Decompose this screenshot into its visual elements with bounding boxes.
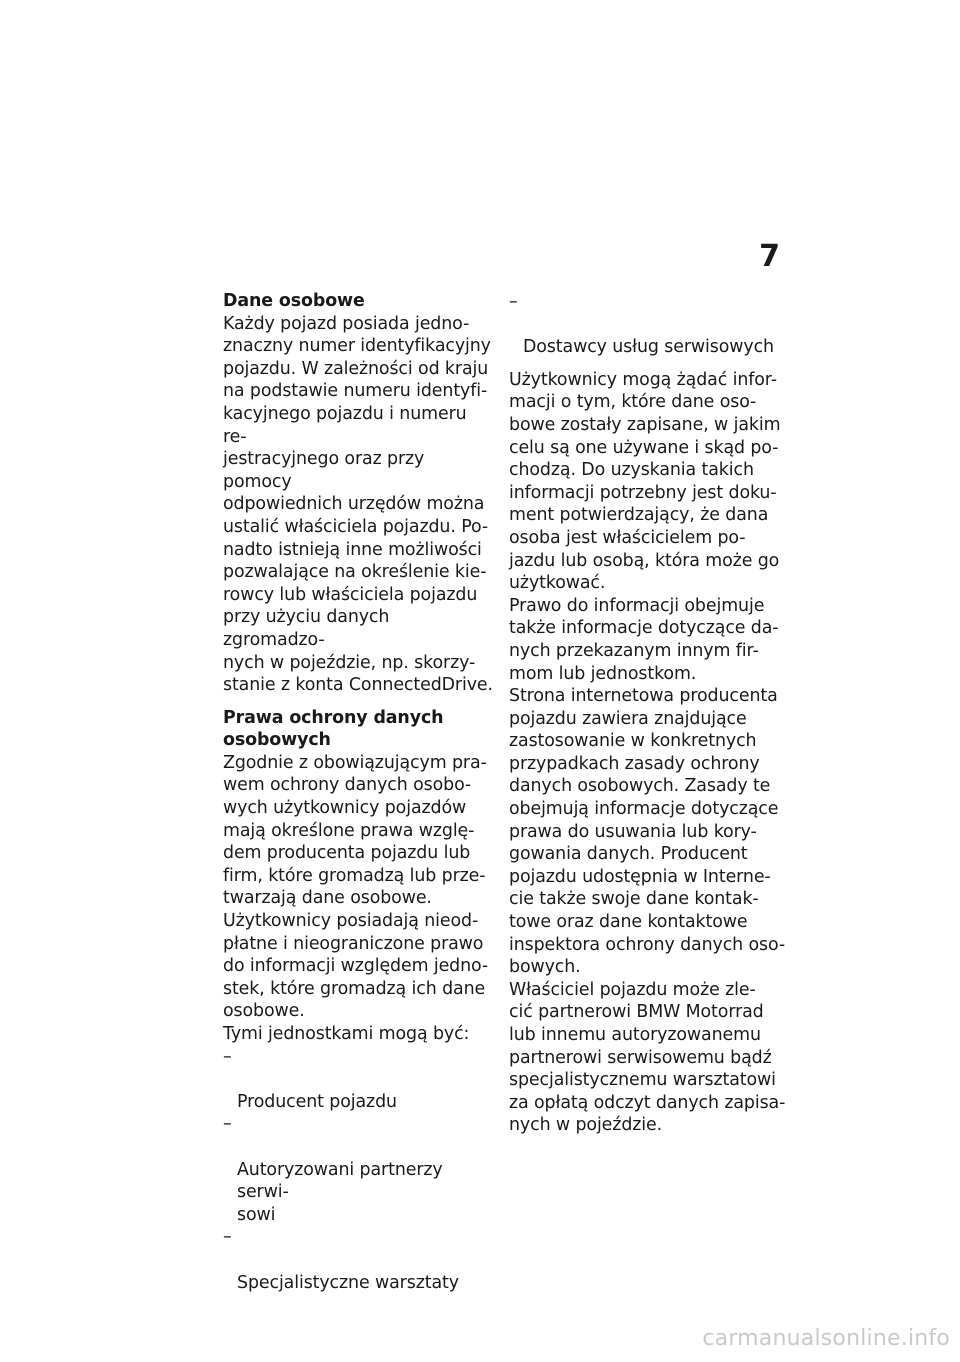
list-item-text: Dostawcy usług serwisowych xyxy=(523,337,774,358)
list-item-text: Producent pojazdu xyxy=(237,1091,397,1112)
list-dash: – xyxy=(223,1227,232,1248)
paragraph-personal-data: Każdy pojazd posiada jedno- znaczny numer identyfikacyjny pojazdu. W zależności od kraju na podstawie numeru identyfi- kacyjnego pojazdu i numeru re- jestracyjnego oraz przy pomocy odpowiednich urzędów można ustalić właściciela pojazdu. Po- nadto istnieją inne możliwości pozwalające na określenie kie- rowcy lub właściciela pojazdu przy użyciu danych zgromadzo- nych w pojeździe, np. skorzy- stanie z konta ConnectedDrive. xyxy=(223,313,493,696)
entities-list xyxy=(223,1046,495,1295)
list-item-text: Autoryzowani partnerzy serwi- sowi xyxy=(237,1159,443,1225)
paragraph-manufacturer-website: Strona internetowa producenta pojazdu zawiera znajdujące zastosowanie w konkretnych przypadkach zasady ochrony danych osobowych. Zasady te obejmują informacje dotyczące prawa do usuwania lub kory- gowania danych. Producent pojazdu udostępnia w Interne- cie także swoje dane kontak- towe oraz dane kontaktowe inspektora ochrony danych oso- bowych. xyxy=(509,686,786,978)
paragraph-info-scope: Prawo do informacji obejmuje także informacje dotyczące da- nych przekazanym innym fir- mom lub jednostkom. xyxy=(509,595,779,684)
entities-list-continued xyxy=(509,291,787,359)
watermark: carmanualsonline.info xyxy=(702,1326,950,1351)
list-item xyxy=(223,1226,495,1294)
paragraph-owner-data-readout: Właściciel pojazdu może zle- cić partnerowi BMW Motorrad lub innemu autoryzowanemu partnerowi serwisowemu bądź specjalistycznemu warsztatowi za opłatą odczyt danych zapisa- nych w pojeździe. xyxy=(509,979,786,1136)
left-column xyxy=(223,290,495,1294)
paragraph-entities-intro: Tymi jednostkami mogą być: xyxy=(223,1024,470,1044)
list-item-text: Specjalistyczne warsztaty xyxy=(237,1272,459,1293)
page-number: 7 xyxy=(759,239,780,274)
paragraph-free-access: Użytkownicy posiadają nieod- płatne i nieograniczone prawo do informacji względem jedno- stek, które gromadzą ich dane osobowe. xyxy=(223,911,489,1022)
list-dash: – xyxy=(509,292,518,312)
right-column xyxy=(509,291,787,1137)
list-dash: – xyxy=(223,1114,232,1135)
section-heading-data-protection-rights: Prawa ochrony danych osobowych xyxy=(223,707,444,751)
section-heading-personal-data: Dane osobowe xyxy=(223,291,365,311)
paragraph-request-info: Użytkownicy mogą żądać infor- macji o tym, które dane oso- bowe zostały zapisane, w jakim celu są one używane i skąd po- chodzą. Do uzyskania takich informacji potrzebny jest doku- ment potwierdzający, że dana osoba jest właścicielem po- jazdu lub osobą, która może go użytkować. xyxy=(509,369,781,594)
list-item xyxy=(223,1046,495,1114)
list-item xyxy=(509,291,787,359)
paragraph-rights: Zgodnie z obowiązującym pra- wem ochrony danych osobo- wych użytkownicy pojazdów mają określone prawa wzglę- dem producenta pojazdu lub firm, które gromadzą lub prze- twarzają dane osobowe. xyxy=(223,752,487,909)
list-item xyxy=(223,1113,495,1226)
list-dash: – xyxy=(223,1046,232,1067)
